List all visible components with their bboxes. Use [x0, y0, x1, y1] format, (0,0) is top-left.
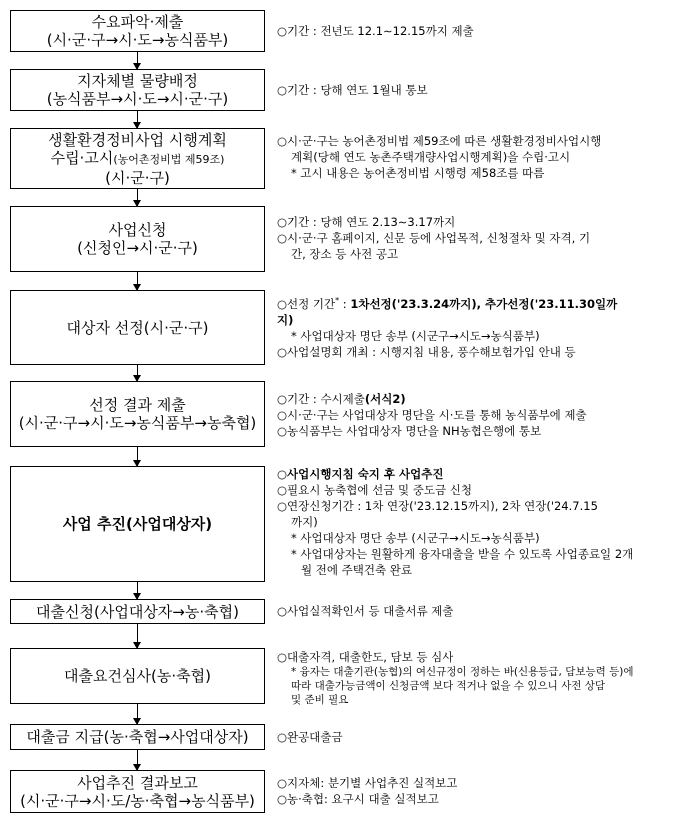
footnote-mark: *: [335, 296, 340, 305]
step-5-title: 대상자 선정(시·군·구): [66, 318, 209, 337]
step-7-title: 사업 추진(사업대상자): [62, 515, 213, 533]
arrow-down-icon: [137, 272, 138, 290]
desc-line: ○시·군·구는 사업대상자 명단을 시·도를 통해 농식품부에 제출: [277, 408, 587, 422]
desc-line: 간, 장소 등 사전 공고: [291, 247, 399, 261]
desc-line: ○기간 : 당해 연도 2.13∼3.17까지: [277, 215, 456, 229]
desc-line: ○지자체: 분기별 사업추진 실적보고: [277, 776, 458, 790]
step-10-box: [10, 724, 265, 750]
step-3-subtitle: 수립·고시: [50, 148, 114, 167]
arrow-down-icon: [137, 750, 138, 770]
desc-line: ○기간 : 당해 연도 1월내 통보: [277, 83, 428, 97]
step-9-desc: [277, 649, 677, 707]
step-4-title: 사업신청: [108, 221, 167, 239]
step-9-title: 대출요건심사(농·축협): [64, 667, 211, 685]
desc-line: ○시·군·구는 농어촌정비법 제59조에 따른 생활환경정비사업시행: [277, 134, 602, 148]
arrow-down-icon: [137, 111, 138, 128]
step-10-title: 대출금 지급(농·축협→사업대상자): [26, 728, 249, 746]
arrow-down-icon: [137, 52, 138, 69]
step-10-desc: [277, 729, 677, 745]
desc-note: * 융자는 대출기관(농협)의 여신규정이 정하는 바(신용등급, 담보능력 등)에: [291, 666, 634, 678]
step-2-desc: [277, 82, 677, 98]
step-11-title: 사업추진 결과보고: [77, 773, 198, 792]
step-2-subtitle: (농식품부→시·도→시·군·구): [46, 90, 229, 108]
step-3-title: 생활환경정비사업 시행계획: [48, 130, 227, 149]
step-8-box: [10, 599, 265, 624]
desc-sep: :: [339, 296, 351, 311]
step-1-desc: [277, 23, 677, 39]
step-7-box: [10, 466, 265, 582]
desc-line: ○완공대출금: [277, 730, 343, 744]
desc-selection-dates: 1차선정('23.3.24까지), 추가선정('23.11.30일까: [350, 296, 618, 311]
desc-line: ○대출자격, 대출한도, 담보 등 심사: [277, 650, 454, 664]
form-ref: (서식2): [364, 392, 406, 406]
desc-line: ○기간 : 전년도 12.1∼12.15까지 제출: [277, 24, 474, 38]
arrow-down-icon: [137, 704, 138, 724]
desc-line: [277, 293, 677, 312]
step-11-desc: [277, 775, 677, 807]
desc-note: * 사업대상자는 원활하게 융자대출을 받을 수 있도록 사업종료일 2개: [291, 547, 634, 561]
desc-line: ○사업설명회 개최 : 시행지침 내용, 풍수해보험가입 안내 등: [277, 344, 576, 359]
desc-line-cont: 지): [277, 312, 294, 327]
arrow-down-icon: [137, 624, 138, 648]
desc-note: * 고시 내용은 농어촌정비법 시행령 제58조를 따름: [291, 166, 545, 180]
step-3-box: [10, 128, 265, 189]
step-4-box: [10, 206, 265, 272]
desc-line-cont: 까지): [291, 515, 318, 529]
step-1-subtitle: (시·군·구→시·도→농식품부): [46, 31, 229, 49]
step-6-subtitle: (시·군·구→시·도→농식품부→농축협): [18, 414, 257, 432]
step-1-box: [10, 10, 265, 52]
step-7-desc: [277, 466, 677, 578]
desc-note: * 사업대상자 명단 송부 (시군구→시도→농식품부): [291, 328, 540, 343]
step-8-title: 대출신청(사업대상자→농·축협): [36, 602, 239, 621]
desc-line: ○연장신청기간 : 1차 연장('23.12.15까지), 2차 연장('24.7.15: [277, 499, 598, 513]
desc-label: ○선정 기간: [277, 296, 336, 311]
step-4-subtitle: (신청인→시·군·구): [77, 239, 198, 257]
step-6-desc: [277, 391, 677, 439]
arrow-down-icon: [137, 189, 138, 206]
step-4-desc: [277, 214, 677, 262]
desc-line: ○시·군·구 홈페이지, 신문 등에 사업목적, 신청절차 및 자격, 기: [277, 231, 591, 245]
step-2-title: 지자체별 물량배정: [77, 72, 198, 90]
step-3-desc: [277, 133, 677, 181]
step-11-subtitle: (시·군·구→시·도/농·축협→농식품부): [20, 791, 255, 810]
arrow-down-icon: [137, 365, 138, 381]
desc-label: ○기간 : 수시제출: [277, 392, 365, 406]
step-5-box: [10, 290, 265, 365]
desc-line: ○농·축협: 요구시 대출 실적보고: [277, 792, 439, 806]
desc-line: [277, 391, 677, 407]
desc-note-cont: 따라 대출가능금액이 신청금액 보다 적거나 없을 수 있으니 사전 상담: [291, 680, 606, 692]
step-5-desc: [277, 293, 677, 360]
step-3-law: (농어촌정비법 제59조): [113, 152, 225, 166]
desc-line: ○사업시행지침 숙지 후 사업추진: [277, 467, 444, 481]
step-1-title: 수요파악·제출: [91, 13, 184, 31]
desc-note: * 사업대상자 명단 송부 (시군구→시도→농식품부): [291, 531, 540, 545]
desc-line: ○필요시 농축협에 선금 및 중도금 신청: [277, 483, 472, 497]
step-11-box: [10, 770, 265, 813]
arrow-down-icon: [137, 582, 138, 599]
step-6-title: 선정 결과 제출: [89, 396, 186, 414]
desc-line: ○농식품부는 사업대상자 명단을 NH농협은행에 통보: [277, 424, 542, 438]
step-9-box: [10, 648, 265, 704]
desc-line: 계획(당해 연도 농촌주택개량사업시행계획)을 수립·고시: [291, 150, 571, 164]
desc-note-cont: 및 준비 필요: [291, 694, 349, 706]
step-8-desc: [277, 603, 677, 619]
step-3-line2: [51, 149, 225, 169]
desc-note-cont: 월 전에 주택건축 완료: [301, 563, 412, 577]
step-3-agency: (시·군·구): [105, 168, 170, 187]
step-2-box: [10, 69, 265, 111]
arrow-down-icon: [137, 447, 138, 466]
step-6-box: [10, 381, 265, 447]
desc-line: ○사업실적확인서 등 대출서류 제출: [277, 604, 454, 618]
